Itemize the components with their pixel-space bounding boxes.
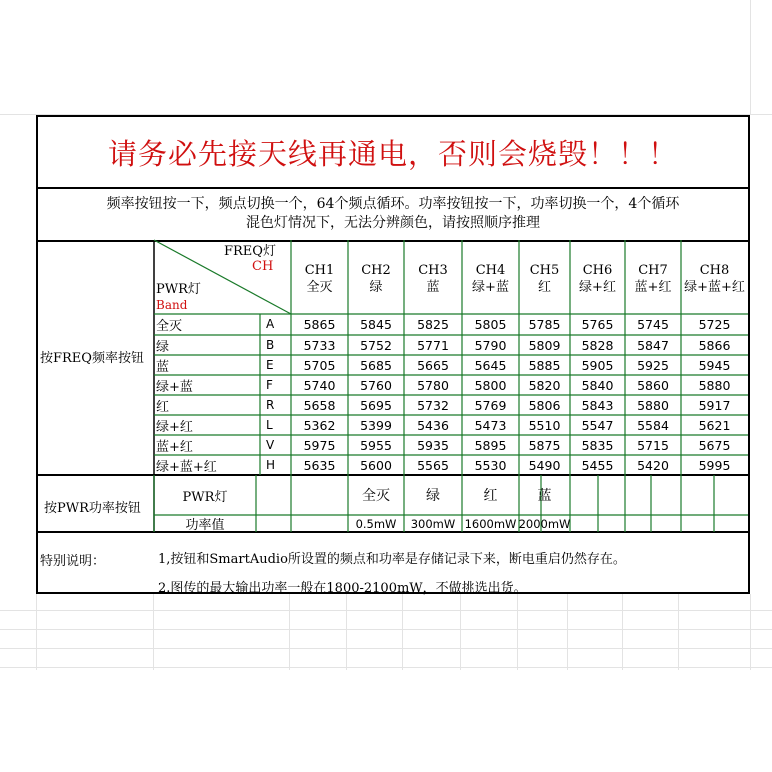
frequency-cell: 5705: [303, 357, 336, 373]
frequency-cell: 5510: [528, 417, 561, 433]
frequency-cell: 5490: [528, 457, 561, 473]
warning-text: 请务必先接天线再通电，否则会烧毁！！！: [107, 136, 678, 171]
band-letter: E: [266, 358, 274, 372]
channel-header: [519, 262, 570, 296]
channel-name: CH2: [361, 263, 391, 278]
frequency-cell: 5600: [360, 457, 392, 473]
power-light-cell: 绿: [426, 488, 440, 504]
frequency-cell: 5847: [637, 337, 669, 353]
frequency-cell: 5995: [698, 457, 731, 473]
band-letter: A: [266, 317, 275, 331]
frequency-cell: 5658: [303, 397, 336, 413]
frequency-cell: 5790: [474, 337, 507, 353]
band-color-label: 蓝: [156, 360, 170, 375]
channel-name: CH5: [529, 263, 560, 278]
channel-color: 绿+蓝: [472, 280, 509, 295]
channel-color: 全灭: [306, 280, 333, 295]
frequency-cell: 5547: [581, 417, 614, 433]
channel-color: 红: [537, 280, 551, 295]
power-light-cell: 全灭: [362, 488, 390, 504]
band-letter: V: [266, 438, 275, 452]
frequency-cell: 5530: [474, 457, 507, 473]
ch-label: CH: [252, 258, 274, 274]
band-letter: F: [266, 378, 273, 392]
band-color-label: 蓝+红: [156, 440, 193, 455]
power-value-cell: 2000mW: [518, 516, 571, 531]
band-letter: L: [266, 418, 273, 432]
channel-color: 蓝+红: [634, 280, 672, 295]
frequency-cell: 5715: [637, 437, 669, 453]
band-color-label: 绿: [156, 340, 170, 355]
frequency-cell: 5885: [528, 357, 561, 373]
channel-color: 绿+蓝+红: [684, 280, 745, 295]
frequency-cell: 5685: [360, 357, 392, 373]
spec-sheet: [36, 115, 750, 594]
frequency-cell: 5765: [581, 317, 614, 332]
frequency-cell: 5732: [417, 397, 449, 413]
frequency-cell: 5809: [528, 337, 561, 353]
frequency-cell: 5875: [528, 437, 561, 453]
channel-header: [625, 262, 681, 296]
frequency-cell: 5780: [417, 377, 449, 393]
frequency-cell: 5935: [417, 437, 449, 453]
frequency-cell: 5675: [698, 437, 731, 453]
note-line-1: 1,按钮和SmartAudio所设置的频点和功率是存储记录下来，断电重启仍然存在。: [158, 552, 626, 567]
frequency-cell: 5645: [474, 357, 507, 373]
frequency-cell: 5725: [698, 317, 731, 332]
band-letter: R: [266, 398, 275, 412]
frequency-cell: 5745: [637, 317, 669, 332]
channel-color: 蓝: [426, 280, 440, 295]
frequency-cell: 5769: [474, 397, 507, 413]
band-label: Band: [156, 298, 188, 312]
power-value-cell: 0.5mW: [355, 516, 397, 531]
power-value-cell: 300mW: [410, 516, 456, 531]
frequency-cell: 5925: [637, 357, 669, 373]
frequency-cell: 5740: [303, 377, 336, 393]
frequency-cell: 5455: [581, 457, 614, 473]
frequency-cell: 5806: [528, 397, 561, 413]
freq-light-label: FREQ灯: [224, 243, 276, 259]
frequency-cell: 5895: [474, 437, 507, 453]
band-letter: B: [266, 338, 275, 352]
frequency-cell: 5975: [303, 437, 336, 453]
frequency-cell: 5665: [417, 357, 449, 373]
power-value-cell: 1600mW: [464, 516, 517, 531]
frequency-cell: 5771: [417, 337, 449, 353]
power-light-cell: 蓝: [537, 488, 552, 504]
frequency-cell: 5905: [581, 357, 614, 373]
channel-header: [462, 262, 519, 296]
power-value-label: 功率值: [185, 518, 225, 533]
channel-header: [570, 262, 625, 296]
channel-name: CH8: [699, 263, 730, 278]
frequency-cell: 5635: [303, 457, 336, 473]
channel-header: [681, 262, 748, 296]
frequency-cell: 5733: [303, 337, 336, 353]
frequency-cell: 5785: [528, 317, 561, 332]
band-color-label: 绿+蓝: [156, 380, 193, 395]
channel-name: CH4: [475, 263, 506, 278]
frequency-cell: 5880: [637, 397, 669, 413]
band-color-label: 红: [156, 400, 170, 415]
frequency-cell: 5565: [417, 457, 449, 473]
description-line-2: 混色灯情况下，无法分辨颜色，请按照顺序推理: [246, 214, 540, 231]
frequency-cell: 5436: [417, 417, 449, 433]
frequency-cell: 5835: [581, 437, 614, 453]
frequency-cell: 5825: [417, 317, 449, 332]
channel-name: CH1: [304, 263, 335, 278]
channel-name: CH3: [418, 263, 448, 278]
frequency-cell: 5399: [360, 417, 392, 433]
frequency-cell: 5420: [637, 457, 669, 473]
channel-color: 绿: [369, 280, 383, 295]
frequency-cell: 5621: [698, 417, 731, 433]
power-light-cell: 红: [483, 488, 498, 504]
frequency-cell: 5955: [360, 437, 392, 453]
band-color-label: 绿+红: [156, 420, 193, 435]
frequency-cell: 5860: [637, 377, 669, 393]
frequency-cell: 5695: [360, 397, 392, 413]
frequency-cell: 5845: [360, 317, 392, 332]
channel-header: [404, 262, 462, 296]
frequency-cell: 5945: [698, 357, 731, 373]
frequency-cell: 5840: [581, 377, 614, 393]
power-light-label: PWR灯: [182, 489, 228, 505]
frequency-cell: 5584: [637, 417, 669, 433]
channel-name: CH7: [638, 263, 668, 278]
frequency-cell: 5760: [360, 377, 392, 393]
channel-header: [291, 262, 348, 296]
frequency-cell: 5473: [474, 417, 507, 433]
frequency-cell: 5805: [474, 317, 507, 332]
power-section-label: 按PWR功率按钮: [44, 501, 141, 516]
frequency-cell: 5800: [474, 377, 507, 393]
frequency-cell: 5820: [528, 377, 561, 393]
frequency-cell: 5865: [303, 317, 336, 332]
pwr-light-label: PWR灯: [156, 281, 201, 297]
frequency-cell: 5362: [303, 417, 336, 433]
channel-header: [348, 262, 404, 296]
frequency-cell: 5866: [698, 337, 731, 353]
notes-label: 特别说明：: [40, 554, 106, 569]
frequency-cell: 5828: [581, 337, 614, 353]
channel-color: 绿+红: [579, 280, 616, 295]
band-letter: H: [266, 458, 276, 472]
band-color-label: 绿+蓝+红: [156, 460, 217, 475]
note-line-2: 2.图传的最大输出功率一般在1800-2100mW，不做挑选出货。: [158, 581, 527, 596]
frequency-cell: 5843: [581, 397, 614, 413]
description-line-1: 频率按钮按一下，频点切换一个，64个频点循环。功率按钮按一下，功率切换一个，4个循环: [106, 195, 680, 212]
freq-section-label: 按FREQ频率按钮: [40, 351, 144, 366]
channel-name: CH6: [582, 263, 613, 278]
frequency-cell: 5880: [698, 377, 731, 393]
frequency-cell: 5917: [698, 397, 731, 413]
frequency-cell: 5752: [360, 337, 392, 353]
band-color-label: 全灭: [156, 319, 183, 334]
